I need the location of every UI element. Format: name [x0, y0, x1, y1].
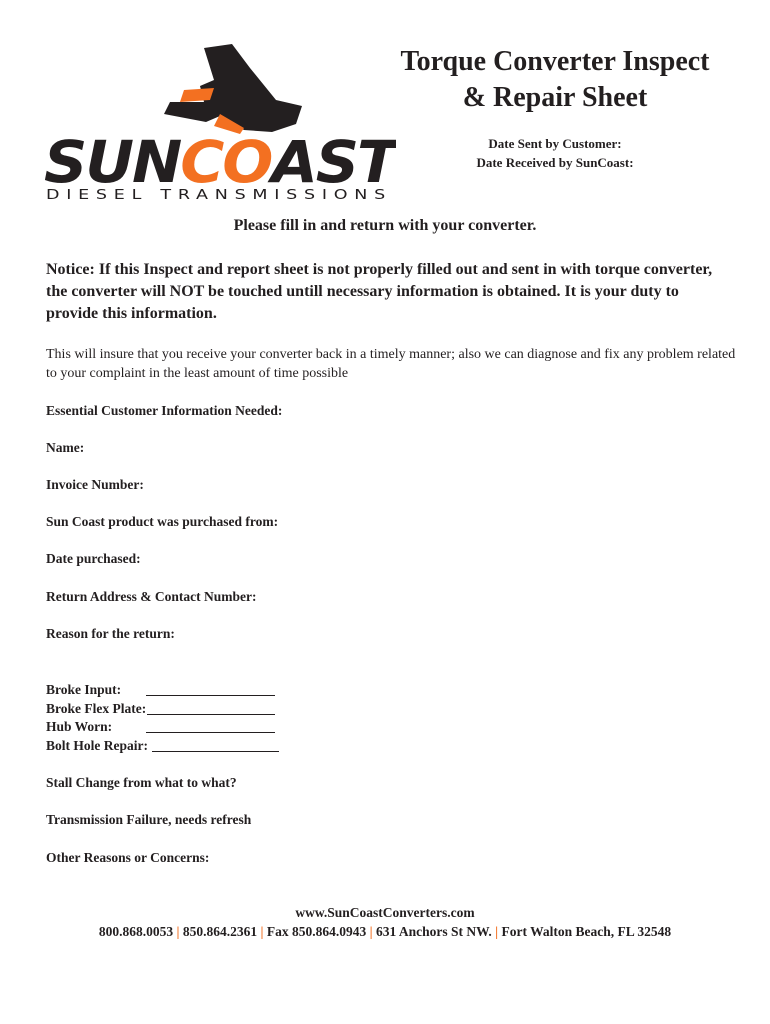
separator: |	[369, 924, 373, 939]
city-address: Fort Walton Beach, FL 32548	[501, 924, 672, 939]
separator: |	[260, 924, 264, 939]
logo-wordmark: SUNCOAST	[44, 128, 392, 196]
checklist-item-broke-input: Broke Input:	[46, 681, 148, 700]
phone-2: 850.864.2361	[182, 924, 258, 939]
purchased-from-field-label: Sun Coast product was purchased from:	[46, 514, 279, 529]
insure-text: This will insure that you receive your converter back in a timely manner; also we can diagnose and fix any problem related to your complaint in the least amount of time possible	[46, 347, 736, 381]
title-block	[395, 44, 715, 172]
transmission-failure-label: Transmission Failure, needs refresh	[46, 812, 252, 827]
invoice-field-label: Invoice Number:	[46, 477, 144, 492]
logo-tagline: DIESEL TRANSMISSIONS	[46, 188, 392, 200]
checklist-item-broke-flex-plate: Broke Flex Plate:	[46, 700, 148, 719]
dates-block	[395, 134, 715, 172]
checklist-item-bolt-hole-repair: Bolt Hole Repair:	[46, 737, 148, 756]
broke-flex-plate-blank[interactable]	[147, 714, 275, 715]
street-address: 631 Anchors St NW.	[375, 924, 492, 939]
contact-line	[0, 922, 770, 941]
other-reasons-label: Other Reasons or Concerns:	[46, 850, 210, 865]
suncoast-logo	[44, 44, 396, 200]
date-sent-label: Date Sent by Customer:	[488, 136, 622, 151]
date-received-label: Date Received by SunCoast:	[476, 155, 634, 170]
hub-worn-blank[interactable]	[146, 732, 275, 733]
reason-checklist	[46, 681, 148, 755]
checklist-item-hub-worn: Hub Worn:	[46, 718, 148, 737]
essential-info-label: Essential Customer Information Needed:	[46, 403, 283, 418]
notice-text: Notice: If this Inspect and report sheet is not properly filled out and sent in with torque converter, the converter will NOT be touched untill necessary information is obtained. It is your duty to provide this information.	[46, 261, 713, 322]
stall-change-label: Stall Change from what to what?	[46, 775, 237, 790]
separator: |	[176, 924, 180, 939]
name-field-label: Name:	[46, 440, 85, 455]
return-address-field-label: Return Address & Contact Number:	[46, 589, 257, 604]
reason-field-label: Reason for the return:	[46, 626, 175, 641]
footer	[0, 903, 770, 941]
page-title-line1: Torque Converter Inspect	[400, 46, 710, 77]
fax-number: Fax 850.864.0943	[266, 924, 367, 939]
page-title-line2: & Repair Sheet	[462, 82, 648, 113]
website-link[interactable]: www.SunCoastConverters.com	[295, 905, 475, 920]
logo-graphic	[44, 44, 396, 200]
phone-1: 800.868.0053	[98, 924, 174, 939]
fill-in-instruction: Please fill in and return with your converter.	[233, 217, 537, 234]
separator: |	[495, 924, 499, 939]
broke-input-blank[interactable]	[146, 695, 275, 696]
date-purchased-field-label: Date purchased:	[46, 551, 141, 566]
bolt-hole-repair-blank[interactable]	[152, 751, 279, 752]
